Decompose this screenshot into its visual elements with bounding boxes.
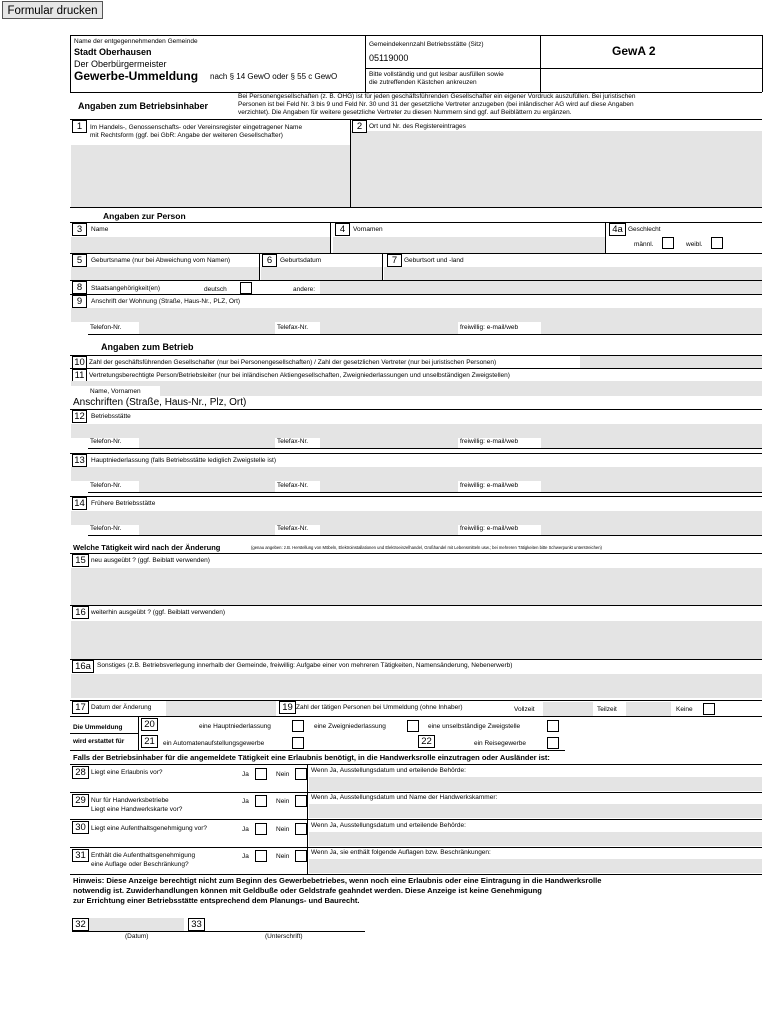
field-11-label: Vertretungsberechtigte Person/Betriebsleiter (nur bei inländischen Aktiengesellschaften, Zweigniederlassungen und unselbständigen Zweigstellen)	[89, 372, 510, 379]
field-number-19: 19	[279, 701, 296, 714]
municipality-label: Name der entgegennehmenden Gemeinde	[74, 38, 198, 45]
rule	[70, 605, 762, 606]
field-10-input[interactable]	[580, 356, 762, 368]
field-number-20: 20	[141, 718, 158, 731]
rule	[540, 35, 541, 92]
field-29-right-label: Wenn Ja, Ausstellungsdatum und Name der Handwerkskammer:	[311, 794, 498, 801]
field-13-label: Hauptniederlassung (falls Betriebsstätte lediglich Zweigstelle ist)	[91, 457, 276, 464]
field-31-label-2: eine Auflage oder Beschränkung?	[91, 861, 189, 868]
rule	[70, 207, 762, 208]
notice-line-3: zur Errichtung einer Betriebsstätte entsprechend dem Planungs- und Baurecht.	[73, 896, 360, 905]
field-9-input[interactable]	[71, 308, 762, 322]
german-checkbox[interactable]	[240, 282, 252, 294]
former-phone-input[interactable]	[139, 523, 275, 535]
city-name: Stadt Oberhausen	[74, 47, 152, 57]
former-email-label: freiwillig: e-mail/web	[460, 525, 519, 532]
branch-office-label: eine Zweigniederlassung	[314, 723, 386, 730]
municipality-code-label: Gemeindekennzahl Betriebsstätte (Sitz)	[369, 41, 484, 48]
female-checkbox[interactable]	[711, 237, 723, 249]
field-number-9: 9	[72, 295, 87, 308]
rule	[70, 659, 762, 660]
rule	[365, 35, 366, 92]
field-number-16a: 16a	[72, 660, 94, 673]
field-2-label: Ort und Nr. des Registereintrages	[369, 123, 466, 130]
fax-label: Telefax-Nr.	[277, 324, 309, 331]
rule	[70, 764, 762, 765]
rule	[88, 492, 762, 493]
branch-office-checkbox[interactable]	[407, 720, 419, 732]
rule	[259, 253, 260, 280]
business-fax-label: Telefax-Nr.	[277, 438, 309, 445]
rule	[70, 847, 762, 848]
main-branch-label: eine Hauptniederlassung	[199, 723, 271, 730]
rule	[88, 334, 762, 335]
field-number-12: 12	[72, 410, 87, 423]
craft-no-checkbox[interactable]	[295, 795, 307, 807]
rule	[382, 253, 383, 280]
field-12-label: Betriebsstätte	[91, 413, 131, 420]
dependent-branch-label: eine unselbständige Zweigstelle	[428, 723, 521, 730]
hq-email-input[interactable]	[541, 480, 762, 492]
former-phone-label: Telefon-Nr.	[90, 525, 122, 532]
rule	[70, 409, 762, 410]
permit-no-label: Nein	[276, 771, 290, 778]
field-28-right-label: Wenn Ja, Ausstellungsdatum und erteilende Behörde:	[311, 767, 466, 774]
field-17-input[interactable]	[166, 701, 276, 716]
male-label: männl.	[634, 241, 654, 248]
restriction-yes-label: Ja	[242, 853, 249, 860]
field-number-4a: 4a	[609, 223, 626, 236]
hq-phone-label: Telefon-Nr.	[90, 482, 122, 489]
parttime-label: Teilzeit	[597, 706, 617, 713]
field-6-input[interactable]	[261, 267, 382, 280]
field-29-label-2: Liegt eine Handwerkskarte vor?	[91, 806, 183, 813]
field-16a-input[interactable]	[71, 674, 762, 698]
field-number-1: 1	[72, 120, 87, 133]
permit-no-checkbox[interactable]	[295, 768, 307, 780]
signature-line	[72, 931, 365, 932]
field-1-input[interactable]	[71, 145, 350, 207]
rule	[88, 448, 762, 449]
field-number-5: 5	[72, 254, 87, 267]
rule	[70, 368, 762, 369]
field-19-label: Zahl der tätigen Personen bei Ummeldung (ohne Inhaber)	[296, 704, 463, 711]
field-30-input[interactable]	[309, 832, 762, 846]
former-fax-input[interactable]	[320, 523, 458, 535]
field-3-label: Name	[91, 226, 109, 233]
field-30-label: Liegt eine Aufenthaltsgenehmigung vor?	[91, 825, 208, 832]
hq-fax-label: Telefax-Nr.	[277, 482, 309, 489]
field-number-8: 8	[72, 281, 87, 294]
section-person-heading: Angaben zur Person	[103, 211, 186, 221]
form-title-suffix: nach § 14 GewO oder § 55 c GewO	[210, 72, 338, 81]
rule	[70, 716, 762, 717]
field-4-label: Vornamen	[353, 226, 383, 233]
business-fax-input[interactable]	[320, 436, 458, 448]
field-15-label: neu ausgeübt ? (ggf. Beiblatt verwenden)	[91, 557, 210, 564]
field-29-label-1: Nur für Handwerksbetriebe	[91, 797, 169, 804]
rule	[70, 35, 71, 92]
owner-note-3: verzichtet). Die Angaben für weitere gesetzliche Vertreter zu diesen Nummern sind ggf. auf Beiblättern zu ergänzen.	[238, 109, 572, 116]
permit-heading: Falls der Betriebsinhaber für die angemeldete Tätigkeit eine Erlaubnis benötigt, in die Handwerksrolle einzutragen oder Ausländer ist:	[73, 753, 550, 762]
rule	[70, 119, 762, 120]
activity-heading-note: (genau angeben: z.B. Herstellung von Möbeln, Elektroinstallationen und Elektroeinzelhandel, Großhandel mit Lebensmitteln usw.; bei mehreren Tätigkeiten bitte Schwerpunkt unterstreichen)	[251, 545, 602, 550]
field-number-13: 13	[72, 454, 87, 467]
field-16-input[interactable]	[71, 621, 762, 659]
business-email-input[interactable]	[541, 436, 762, 448]
field-5-label: Geburtsname (nur bei Abweichung vom Namen)	[91, 257, 231, 264]
field-number-32: 32	[72, 918, 89, 931]
form-title: Gewerbe-Ummeldung	[74, 69, 199, 83]
field-6-label: Geburtsdatum	[280, 257, 322, 264]
field-1-label-1: Im Handels-, Genossenschafts- oder Vereinsregister eingetragener Name	[90, 124, 303, 131]
owner-note-2: Personen ist bei Feld Nr. 3 bis 9 und Feld Nr. 30 und 31 der gesetzliche Vertreter anzugeben (bei inländischer AG wird auf diese Angaben	[238, 101, 634, 108]
male-checkbox[interactable]	[662, 237, 674, 249]
field-number-4: 4	[335, 223, 350, 236]
other-nationality-input[interactable]	[320, 281, 762, 294]
field-number-16: 16	[72, 606, 89, 619]
field-13-input[interactable]	[71, 467, 762, 481]
field-30-right-label: Wenn Ja, Ausstellungsdatum und erteilende Behörde:	[311, 822, 466, 829]
rule	[605, 222, 606, 254]
field-4-input[interactable]	[333, 237, 605, 253]
rule	[762, 35, 763, 92]
field-number-15: 15	[72, 554, 89, 567]
fax-input[interactable]	[320, 322, 458, 334]
rule	[70, 750, 565, 751]
registration-for-label-1: Die Ummeldung	[73, 724, 123, 731]
field-number-2: 2	[352, 120, 367, 133]
rule	[330, 222, 331, 254]
field-number-10: 10	[72, 356, 87, 369]
signature-label: (Unterschrift)	[265, 933, 303, 940]
fulltime-label: Vollzeit	[514, 706, 535, 713]
rule	[70, 553, 762, 554]
former-email-input[interactable]	[541, 523, 762, 535]
field-16-label: weiterhin ausgeübt ? (ggf. Beiblatt verwenden)	[91, 609, 226, 616]
former-fax-label: Telefax-Nr.	[277, 525, 309, 532]
restriction-no-checkbox[interactable]	[295, 850, 307, 862]
rule	[70, 874, 762, 875]
instruction-line-2: die zutreffenden Kästchen ankreuzen	[369, 79, 477, 86]
email-input[interactable]	[541, 322, 762, 334]
field-number-7: 7	[387, 254, 402, 267]
field-number-31: 31	[72, 849, 89, 862]
craft-no-label: Nein	[276, 798, 290, 805]
field-4a-label: Geschlecht	[628, 226, 661, 233]
residence-yes-checkbox[interactable]	[255, 823, 267, 835]
field-14-label: Frühere Betriebsstätte	[91, 500, 156, 507]
craft-yes-checkbox[interactable]	[255, 795, 267, 807]
residence-no-checkbox[interactable]	[295, 823, 307, 835]
permit-yes-checkbox[interactable]	[255, 768, 267, 780]
activity-heading: Welche Tätigkeit wird nach der Änderung	[73, 543, 221, 552]
municipality-code-value[interactable]: 05119000	[369, 53, 409, 63]
date-input[interactable]	[89, 918, 184, 931]
travel-trade-checkbox[interactable]	[547, 737, 559, 749]
vending-checkbox[interactable]	[292, 737, 304, 749]
field-number-3: 3	[72, 223, 87, 236]
instruction-line-1: Bitte vollständig und gut lesbar ausfüllen sowie	[369, 71, 504, 78]
field-15-input[interactable]	[71, 568, 762, 605]
field-number-17: 17	[72, 701, 89, 714]
field-31-label-1: Enthält die Aufenthaltsgenehmigung	[91, 852, 196, 859]
hq-fax-input[interactable]	[320, 480, 458, 492]
field-number-30: 30	[72, 821, 89, 834]
form-code: GewA 2	[612, 44, 656, 58]
restriction-no-label: Nein	[276, 853, 290, 860]
parttime-input[interactable]	[626, 702, 671, 716]
field-8-label: Staatsangehörigkeit(en)	[91, 285, 161, 292]
print-form-button[interactable]: Formular drucken	[2, 1, 103, 19]
section-owner-heading: Angaben zum Betriebsinhaber	[78, 101, 209, 111]
none-checkbox[interactable]	[703, 703, 715, 715]
none-label: Keine	[676, 706, 693, 713]
field-5-input[interactable]	[71, 267, 259, 280]
field-7-input[interactable]	[384, 267, 762, 280]
rule	[70, 294, 762, 295]
hq-email-label: freiwillig: e-mail/web	[460, 482, 519, 489]
section-business-heading: Angaben zum Betrieb	[101, 342, 194, 352]
field-number-33: 33	[188, 918, 205, 931]
field-number-22: 22	[418, 735, 435, 748]
field-28-label: Liegt eine Erlaubnis vor?	[91, 769, 163, 776]
phone-input[interactable]	[139, 322, 275, 334]
field-number-29: 29	[72, 794, 89, 807]
rule	[70, 496, 762, 497]
rule	[88, 535, 762, 536]
field-number-11: 11	[72, 369, 87, 382]
business-phone-label: Telefon-Nr.	[90, 438, 122, 445]
female-label: weibl.	[686, 241, 703, 248]
field-number-14: 14	[72, 497, 87, 510]
restriction-yes-checkbox[interactable]	[255, 850, 267, 862]
mayor-label: Der Oberbürgermeister	[74, 59, 167, 69]
names-label: Name, Vornamen	[90, 388, 141, 395]
email-label: freiwillig: e-mail/web	[460, 324, 519, 331]
phone-label: Telefon-Nr.	[90, 324, 122, 331]
field-9-label: Anschrift der Wohnung (Straße, Haus-Nr., PLZ, Ort)	[91, 298, 241, 305]
business-phone-input[interactable]	[139, 436, 275, 448]
field-31-right-label: Wenn Ja, sie enthält folgende Auflagen bzw. Beschränkungen:	[311, 849, 491, 856]
date-label: (Datum)	[125, 933, 149, 940]
field-31-input[interactable]	[309, 859, 762, 873]
travel-trade-label: ein Reisegewerbe	[474, 740, 527, 747]
addresses-heading: Anschriften (Straße, Haus-Nr., Plz, Ort)	[73, 397, 247, 408]
names-input[interactable]	[160, 386, 762, 396]
field-3-input[interactable]	[71, 237, 330, 253]
rule	[70, 792, 762, 793]
field-28-input[interactable]	[309, 777, 762, 791]
field-10-label: Zahl der geschäftsführenden Gesellschafter (nur bei Personengesellschaften) / Zahl der gesetzlichen Vertreter (nur bei juristischen Personen)	[89, 359, 497, 366]
owner-note-1: Bei Personengesellschaften (z. B. OHG) ist für jeden geschäftsführenden Gesellschafter ein eigener Vordruck auszufüllen. Bei juristischen	[238, 93, 636, 100]
field-number-21: 21	[141, 735, 158, 748]
main-branch-checkbox[interactable]	[292, 720, 304, 732]
field-7-label: Geburtsort und -land	[404, 257, 464, 264]
dependent-branch-checkbox[interactable]	[547, 720, 559, 732]
field-1-label-2: mit Rechtsform (ggf. bei GbR: Angabe der weiteren Gesellschafter)	[90, 132, 283, 139]
rule	[365, 68, 762, 69]
notice-line-2: notwendig ist. Zuwiderhandlungen können mit Geldbuße oder Geldstrafe geahndet werden. Diese Anzeige ist keine Genehmigung	[73, 886, 542, 895]
vending-label: ein Automatenaufstellungsgewerbe	[163, 740, 265, 747]
notice-line-1: Hinweis: Diese Anzeige berechtigt nicht zum Beginn des Gewerbebetriebes, wenn noch eine Erlaubnis oder eine Eintragung in die Handwerksrolle	[73, 876, 602, 885]
registration-for-label-2: wird erstattet für	[73, 738, 125, 745]
rule	[70, 453, 762, 454]
rule	[70, 733, 138, 734]
residence-no-label: Nein	[276, 826, 290, 833]
rule	[70, 819, 762, 820]
rule	[138, 716, 139, 750]
residence-yes-label: Ja	[242, 826, 249, 833]
rule	[70, 222, 762, 223]
field-16a-label: Sonstiges (z.B. Betriebsverlegung innerhalb der Gemeinde, freiwillig: Aufgabe einer von mehreren Tätigkeiten, Namensänderung, Nebenerwerb)	[97, 662, 513, 669]
rule	[70, 35, 762, 36]
hq-phone-input[interactable]	[139, 480, 275, 492]
german-label: deutsch	[204, 286, 227, 293]
business-email-label: freiwillig: e-mail/web	[460, 438, 519, 445]
field-number-28: 28	[72, 766, 89, 779]
field-number-6: 6	[262, 254, 277, 267]
rule	[70, 253, 762, 254]
permit-yes-label: Ja	[242, 771, 249, 778]
field-29-input[interactable]	[309, 804, 762, 818]
craft-yes-label: Ja	[242, 798, 249, 805]
other-nationality-label: andere:	[293, 286, 316, 293]
field-17-label: Datum der Änderung	[91, 704, 152, 711]
fulltime-input[interactable]	[543, 702, 593, 716]
field-2-input[interactable]	[351, 131, 762, 207]
